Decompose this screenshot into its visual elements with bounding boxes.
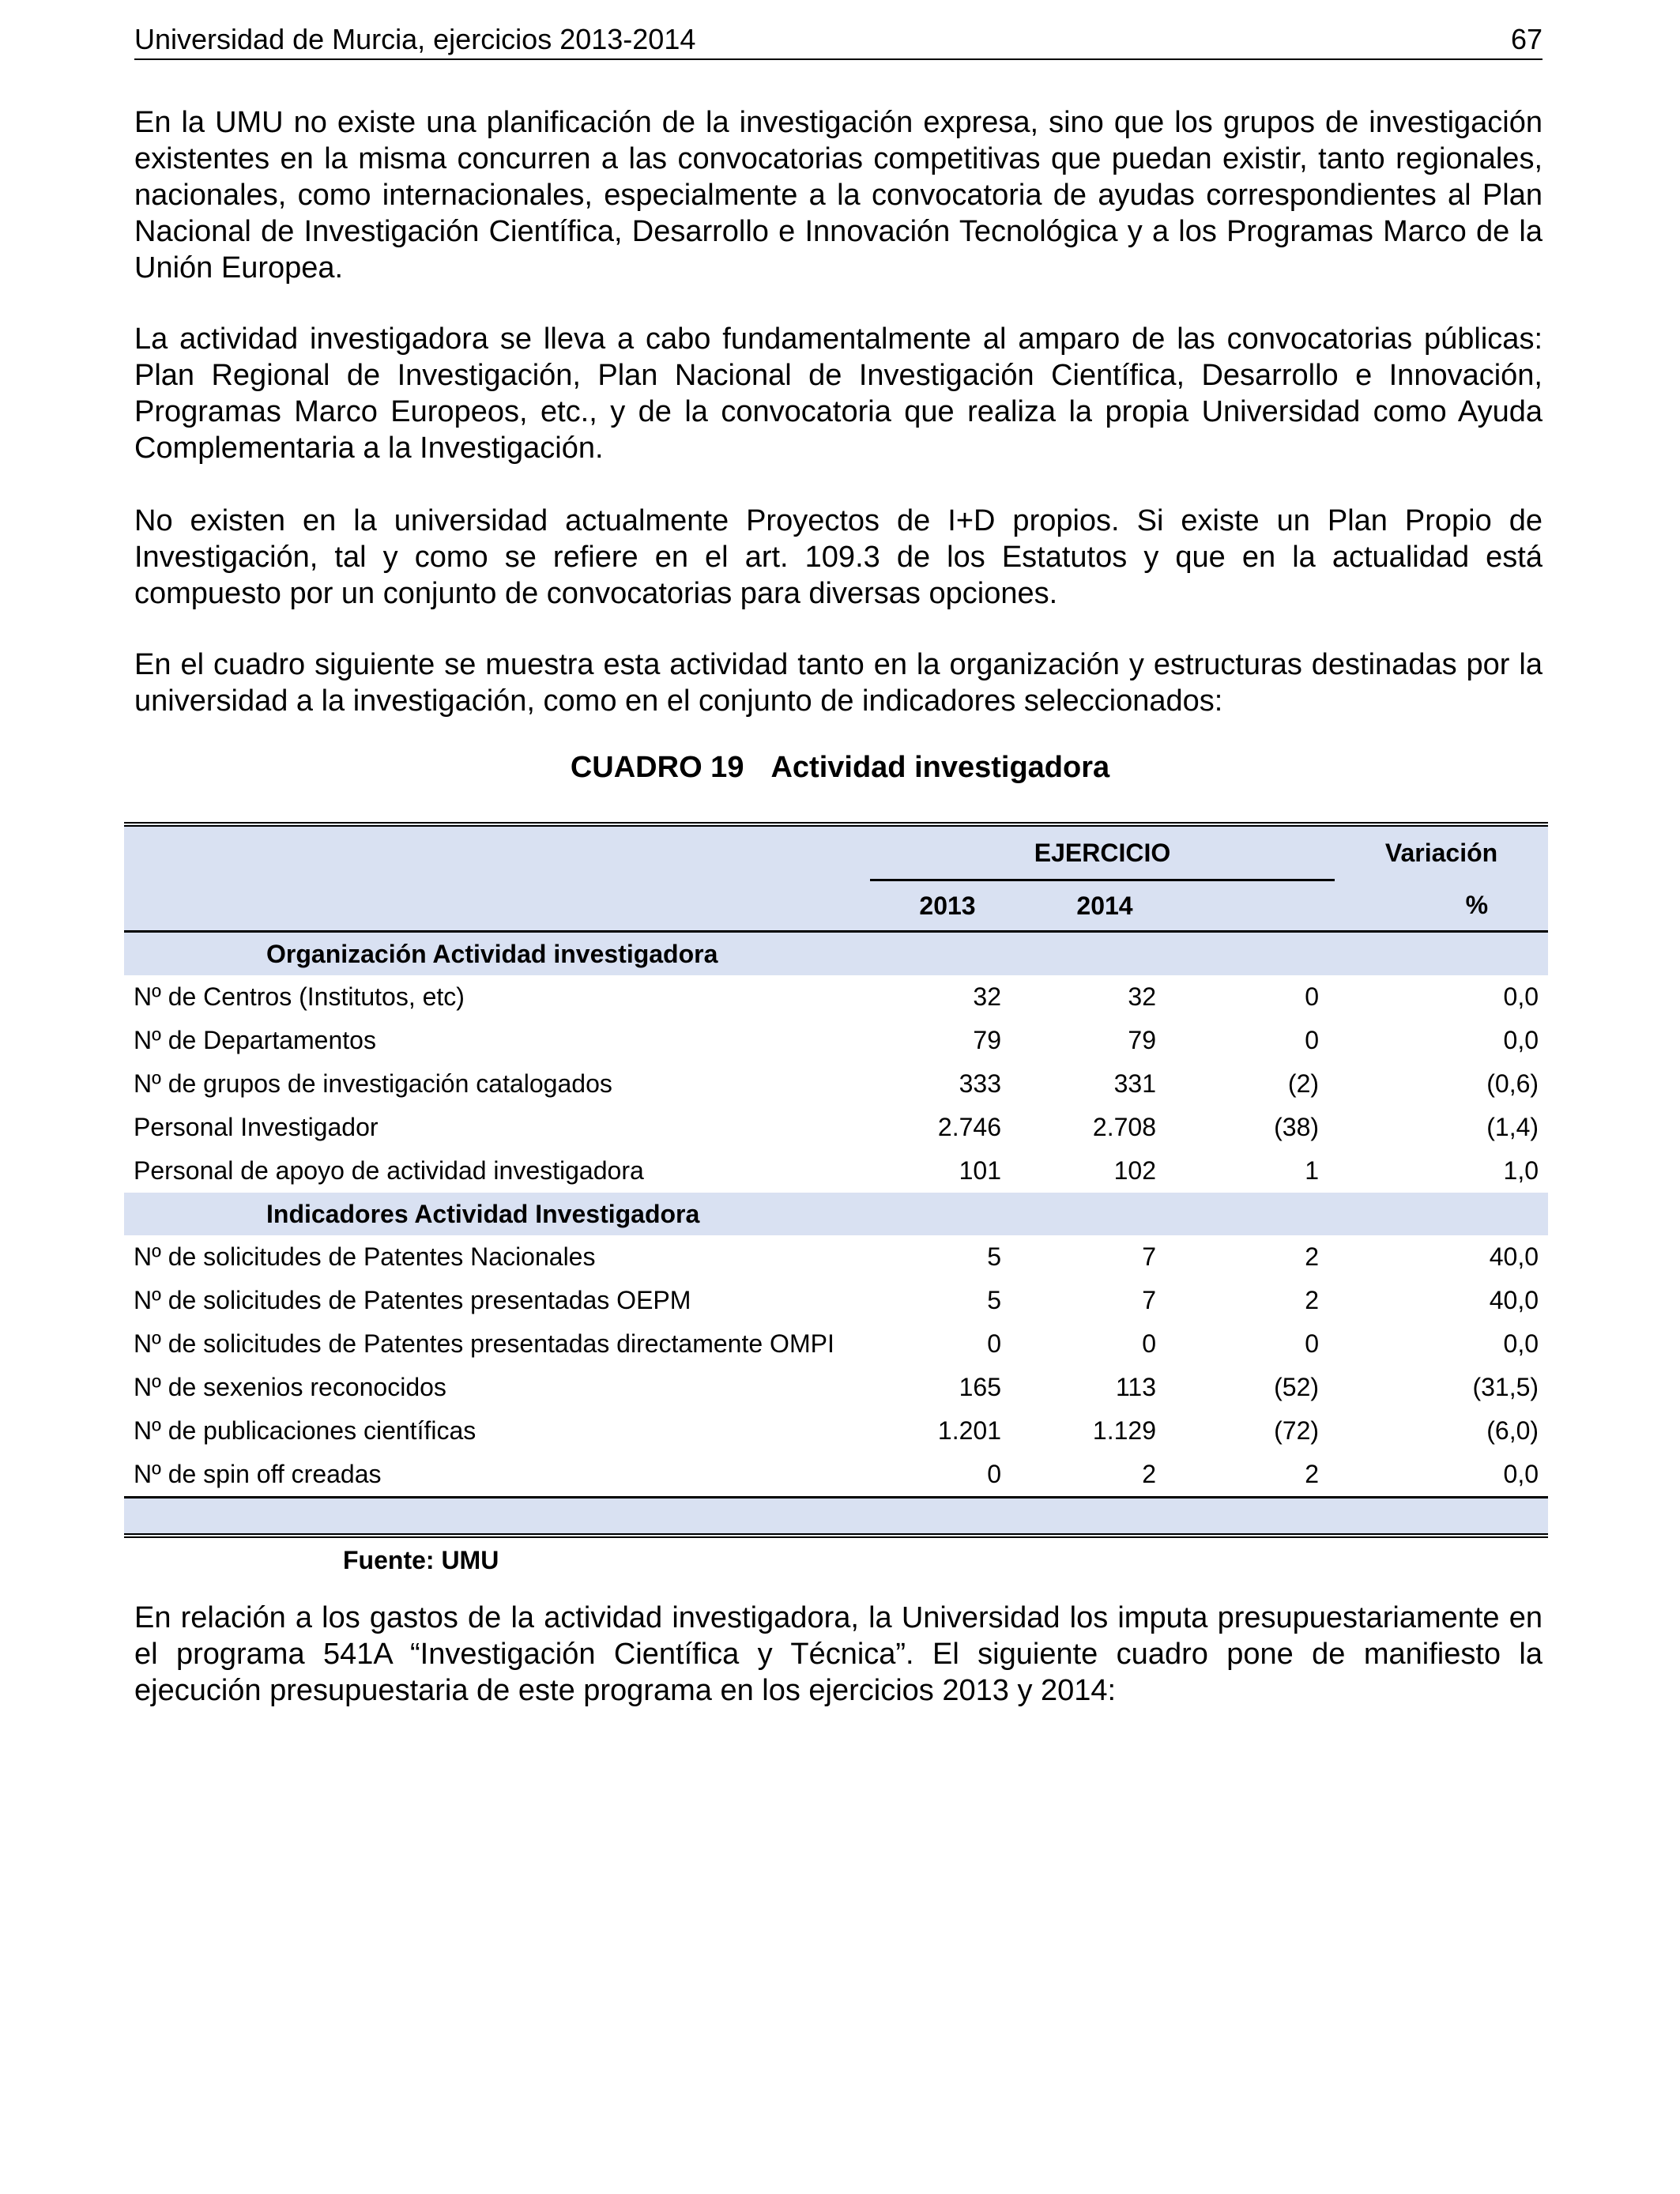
table-row [124, 1279, 1548, 1322]
section-empty-cell [1185, 932, 1335, 976]
table-row [124, 1322, 1548, 1366]
section-header-row [124, 1193, 1548, 1235]
value-variation: 0 [1305, 1329, 1320, 1358]
header-empty-cell [1185, 880, 1335, 932]
activity-table-wrapper [124, 822, 1548, 1538]
paragraph-4: En el cuadro siguiente se muestra esta actividad tanto en la organización y estructuras destinadas por la universidad a la investigación, como en el conjunto de indicadores seleccionados: [134, 648, 1543, 718]
value-variation: (52) [1274, 1373, 1320, 1401]
value-2013: 79 [973, 1026, 1001, 1054]
paragraph-1: En la UMU no existe una planificación de la investigación expresa, sino que los grupos de investigación existentes en la misma concurren a las convocatorias competitivas que puedan existir, tanto regionales, nacionales, como internacionales, especialmente a la convocatoria de ayudas correspondientes al Plan Nacional de Investigación Científica, Desarrollo e Innovación Tecnológica y a los Programas Marco de la Unión Europea. [134, 106, 1543, 285]
row-label: Nº de solicitudes de Patentes presentadas OEPM [134, 1286, 691, 1314]
table-row [124, 1149, 1548, 1193]
value-2013: 2.746 [937, 1113, 1001, 1141]
section-empty-cell [1335, 1193, 1548, 1235]
table-row [124, 1453, 1548, 1498]
paragraph-2: La actividad investigadora se lleva a cabo fundamentalmente al amparo de las convocatorias públicas: Plan Regional de Investigación, Plan Nacional de Investigación Científica, Desarrollo e Innovación, Programas Marco Europeos, etc., y de la convocatoria que realiza la propia Universidad como Ayuda Complementaria a la Investigación. [134, 322, 1543, 465]
table-row [124, 1106, 1548, 1149]
value-2014: 32 [1128, 982, 1156, 1011]
row-label: Nº de solicitudes de Patentes presentadas directamente OMPI [134, 1329, 834, 1358]
value-variation: 1 [1305, 1156, 1320, 1185]
value-2014: 1.129 [1092, 1416, 1156, 1445]
value-2013: 0 [987, 1329, 1001, 1358]
paragraph-5: En relación a los gastos de la actividad investigadora, la Universidad los imputa presupuestariamente en el programa 541A “Investigación Científica y Técnica”. El siguiente cuadro pone de manifiesto la ejecución presupuestaria de este programa en los ejercicios 2013 y 2014: [134, 1601, 1543, 1707]
value-2013: 101 [959, 1156, 1001, 1185]
value-2014: 2 [1142, 1460, 1156, 1488]
header-ejercicio: EJERCICIO [870, 824, 1335, 880]
row-label: Personal de apoyo de actividad investigadora [134, 1156, 644, 1185]
value-2014: 331 [1113, 1069, 1156, 1098]
caption-title: Actividad investigadora [770, 751, 1110, 784]
header-empty-cell [124, 880, 870, 932]
table-header-row-1 [124, 824, 1548, 880]
footer-empty-cell [1025, 1498, 1185, 1536]
section-empty-cell [1025, 1193, 1185, 1235]
page-number: 67 [1510, 23, 1543, 55]
row-label: Nº de solicitudes de Patentes Nacionales [134, 1242, 596, 1271]
value-variation: 0 [1305, 1026, 1320, 1054]
value-2013: 1.201 [937, 1416, 1001, 1445]
activity-table [124, 822, 1548, 1538]
footer-empty-cell [124, 1498, 870, 1536]
value-2013: 0 [987, 1460, 1001, 1488]
value-variation: (38) [1274, 1113, 1320, 1141]
table-row [124, 1366, 1548, 1409]
section-empty-cell [1335, 932, 1548, 976]
value-variation: 0 [1305, 982, 1320, 1011]
value-percent: (0,6) [1486, 1069, 1539, 1098]
value-2014: 113 [1115, 1373, 1156, 1401]
header-2014: 2014 [1025, 880, 1185, 932]
table-row [124, 1062, 1548, 1106]
value-2014: 7 [1142, 1286, 1156, 1314]
paragraph-3: No existen en la universidad actualmente Proyectos de I+D propios. Si existe un Plan Propio de Investigación, tal y como se refiere en el art. 109.3 de los Estatutos y que en la actualidad está compuesto por un conjunto de convocatorias para diversas opciones. [134, 504, 1543, 610]
page-header [134, 22, 1543, 60]
header-variacion: Variación [1335, 824, 1548, 880]
header-empty-cell [124, 824, 870, 880]
value-percent: (31,5) [1472, 1373, 1539, 1401]
footer-empty-cell [1185, 1498, 1335, 1536]
value-percent: (6,0) [1486, 1416, 1539, 1445]
table-header-row-2 [124, 880, 1548, 932]
value-2013: 32 [973, 982, 1001, 1011]
value-percent: 40,0 [1489, 1286, 1539, 1314]
table-footer-row [124, 1498, 1548, 1536]
row-label: Nº de publicaciones científicas [134, 1416, 477, 1445]
footer-empty-cell [1335, 1498, 1548, 1536]
value-percent: 1,0 [1503, 1156, 1539, 1185]
value-percent: (1,4) [1486, 1113, 1539, 1141]
header-2013: 2013 [870, 880, 1025, 932]
row-label: Nº de grupos de investigación catalogados [134, 1069, 612, 1098]
table-row [124, 1019, 1548, 1062]
value-percent: 40,0 [1489, 1242, 1539, 1271]
table-row [124, 1409, 1548, 1453]
value-2014: 7 [1142, 1242, 1156, 1271]
section-empty-cell [1025, 932, 1185, 976]
section-empty-cell [870, 932, 1025, 976]
value-variation: (2) [1287, 1069, 1320, 1098]
value-percent: 0,0 [1503, 1329, 1539, 1358]
section-title: Organización Actividad investigadora [124, 932, 870, 976]
value-2013: 5 [987, 1242, 1001, 1271]
header-percent: % [1335, 880, 1548, 932]
section-empty-cell [870, 1193, 1025, 1235]
row-label: Nº de spin off creadas [134, 1460, 382, 1488]
value-2014: 102 [1113, 1156, 1156, 1185]
value-variation: 2 [1305, 1460, 1320, 1488]
value-2014: 0 [1142, 1329, 1156, 1358]
value-2013: 5 [987, 1286, 1001, 1314]
table-caption [0, 749, 1680, 786]
caption-label: CUADRO 19 [570, 751, 744, 784]
table-row [124, 1235, 1548, 1279]
row-label: Nº de Centros (Institutos, etc) [134, 982, 465, 1011]
value-2014: 2.708 [1092, 1113, 1156, 1141]
footer-empty-cell [870, 1498, 1025, 1536]
value-2013: 165 [959, 1373, 1001, 1401]
section-empty-cell [1185, 1193, 1335, 1235]
value-percent: 0,0 [1503, 1026, 1539, 1054]
running-title: Universidad de Murcia, ejercicios 2013-2014 [134, 23, 696, 55]
row-label: Nº de sexenios reconocidos [134, 1373, 446, 1401]
value-2014: 79 [1128, 1026, 1156, 1054]
value-percent: 0,0 [1503, 982, 1539, 1011]
value-2013: 333 [959, 1069, 1001, 1098]
table-row [124, 975, 1548, 1019]
row-label: Personal Investigador [134, 1113, 379, 1141]
section-header-row [124, 932, 1548, 976]
table-source: Fuente: UMU [343, 1546, 499, 1574]
value-variation: 2 [1305, 1242, 1320, 1271]
row-label: Nº de Departamentos [134, 1026, 376, 1054]
value-percent: 0,0 [1503, 1460, 1539, 1488]
section-title: Indicadores Actividad Investigadora [124, 1193, 870, 1235]
value-variation: 2 [1305, 1286, 1320, 1314]
value-variation: (72) [1274, 1416, 1320, 1445]
